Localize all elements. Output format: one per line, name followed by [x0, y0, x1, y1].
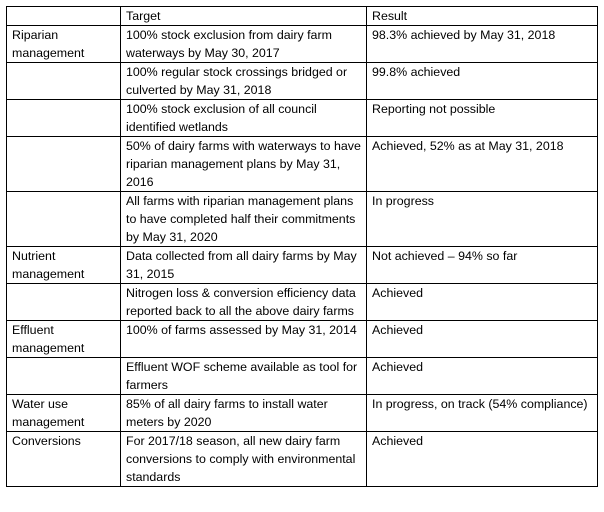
category-cell — [7, 100, 121, 137]
table-row — [7, 284, 598, 321]
header-target: Target — [121, 7, 367, 26]
result-cell: Achieved — [367, 432, 598, 487]
targets-table — [6, 6, 598, 487]
result-cell: In progress — [367, 192, 598, 247]
category-cell: Nutrient management — [7, 247, 121, 284]
result-cell: Reporting not possible — [367, 100, 598, 137]
target-cell: All farms with riparian management plans to have completed half their commitments by May 31, 2020 — [121, 192, 367, 247]
category-cell — [7, 358, 121, 395]
target-cell: 100% stock exclusion from dairy farm waterways by May 30, 2017 — [121, 26, 367, 63]
target-cell: 100% regular stock crossings bridged or culverted by May 31, 2018 — [121, 63, 367, 100]
target-cell: Effluent WOF scheme available as tool for farmers — [121, 358, 367, 395]
category-cell — [7, 63, 121, 100]
result-cell: 99.8% achieved — [367, 63, 598, 100]
category-cell — [7, 284, 121, 321]
table-row — [7, 432, 598, 487]
table-row — [7, 247, 598, 284]
table-row — [7, 192, 598, 247]
result-cell: 98.3% achieved by May 31, 2018 — [367, 26, 598, 63]
target-cell: 100% of farms assessed by May 31, 2014 — [121, 321, 367, 358]
table-row — [7, 321, 598, 358]
result-cell: Achieved — [367, 321, 598, 358]
header-row — [7, 7, 598, 26]
table-row — [7, 358, 598, 395]
result-cell: Not achieved – 94% so far — [367, 247, 598, 284]
category-cell — [7, 137, 121, 192]
category-cell: Water use management — [7, 395, 121, 432]
category-cell: Conversions — [7, 432, 121, 487]
table-row — [7, 395, 598, 432]
result-cell: Achieved — [367, 358, 598, 395]
target-cell: For 2017/18 season, all new dairy farm conversions to comply with environmental standards — [121, 432, 367, 487]
category-cell — [7, 192, 121, 247]
target-cell: 85% of all dairy farms to install water meters by 2020 — [121, 395, 367, 432]
target-cell: Nitrogen loss & conversion efficiency data reported back to all the above dairy farms — [121, 284, 367, 321]
category-cell: Riparian management — [7, 26, 121, 63]
table-row — [7, 100, 598, 137]
result-cell: In progress, on track (54% compliance) — [367, 395, 598, 432]
target-cell: Data collected from all dairy farms by May 31, 2015 — [121, 247, 367, 284]
target-cell: 100% stock exclusion of all council identified wetlands — [121, 100, 367, 137]
table-row — [7, 63, 598, 100]
target-cell: 50% of dairy farms with waterways to have riparian management plans by May 31, 2016 — [121, 137, 367, 192]
result-cell: Achieved, 52% as at May 31, 2018 — [367, 137, 598, 192]
header-blank — [7, 7, 121, 26]
table-row — [7, 26, 598, 63]
table-row — [7, 137, 598, 192]
category-cell: Effluent management — [7, 321, 121, 358]
result-cell: Achieved — [367, 284, 598, 321]
header-result: Result — [367, 7, 598, 26]
